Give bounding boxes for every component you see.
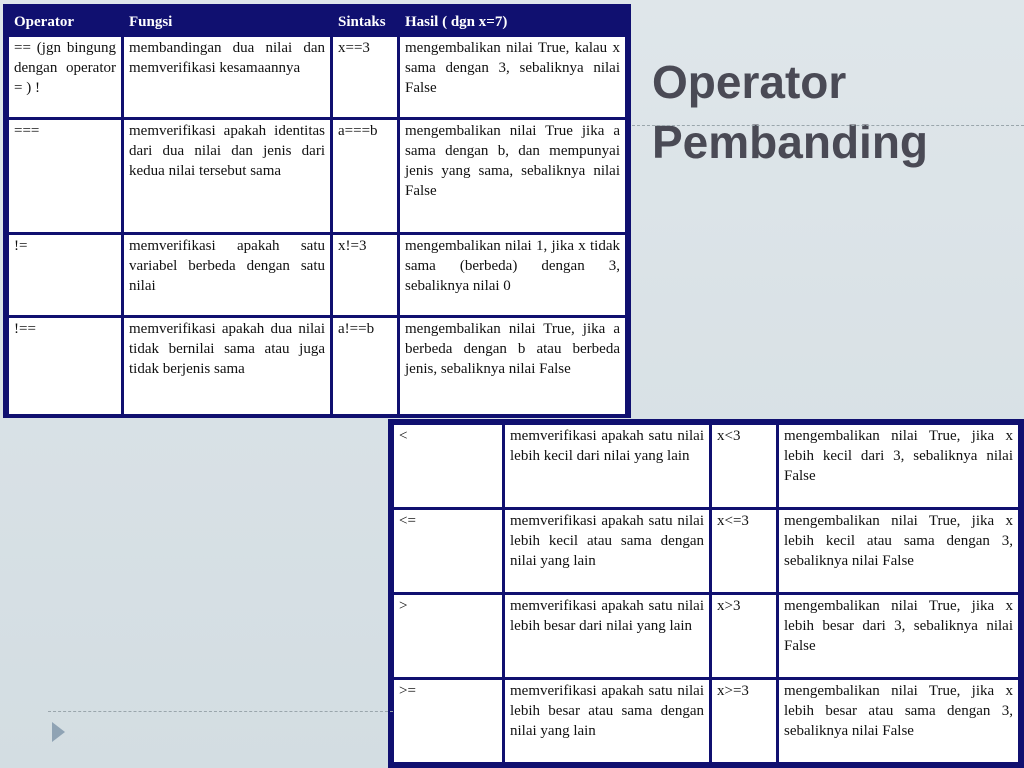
cell-hasil: mengembalikan nilai True, kalau x sama dengan 3, sebaliknya nilai False [400,37,625,117]
table-row [394,425,1018,507]
cell-operator: == (jgn bingung dengan operator = ) ! [9,37,121,117]
cell-hasil: mengembalikan nilai True, jika a berbeda dengan b atau berbeda jenis, sebaliknya nilai False [400,318,625,414]
cell-fungsi: memverifikasi apakah satu nilai lebih besar atau sama dengan nilai yang lain [505,680,709,762]
cell-operator: > [394,595,502,677]
header-operator: Operator [9,10,121,34]
table-row [9,318,625,414]
cell-sintaks: x<=3 [712,510,776,592]
cell-sintaks: x>=3 [712,680,776,762]
cell-fungsi: memverifikasi apakah satu variabel berbeda dengan satu nilai [124,235,330,315]
page-title [652,52,1012,172]
cell-hasil: mengembalikan nilai True, jika x lebih besar atau sama dengan 3, sebaliknya nilai False [779,680,1018,762]
cell-hasil: mengembalikan nilai True jika a sama dengan b, dan mempunyai jenis yang sama, sebaliknya nilai False [400,120,625,232]
comparison-operator-table-1 [3,4,631,418]
title-line-1: Operator [652,56,847,108]
cell-fungsi: memverifikasi apakah satu nilai lebih kecil atau sama dengan nilai yang lain [505,510,709,592]
cell-sintaks: a!==b [333,318,397,414]
cell-hasil: mengembalikan nilai 1, jika x tidak sama (berbeda) dengan 3, sebaliknya nilai 0 [400,235,625,315]
cell-operator: === [9,120,121,232]
cell-fungsi: memverifikasi apakah dua nilai tidak bernilai sama atau juga tidak berjenis sama [124,318,330,414]
cell-sintaks: x!=3 [333,235,397,315]
header-sintaks: Sintaks [333,10,397,34]
cell-operator: != [9,235,121,315]
table-row [394,510,1018,592]
title-divider [632,125,1024,126]
cell-hasil: mengembalikan nilai True, jika x lebih kecil atau sama dengan 3, sebaliknya nilai False [779,510,1018,592]
cell-sintaks: x>3 [712,595,776,677]
title-line-2: Pembanding [652,116,929,168]
play-triangle-icon [52,722,65,742]
table-row [9,120,625,232]
table-row [9,37,625,117]
cell-operator: >= [394,680,502,762]
cell-fungsi: membandingan dua nilai dan memverifikasi kesamaannya [124,37,330,117]
table-1 [6,7,628,417]
header-hasil: Hasil ( dgn x=7) [400,10,625,34]
comparison-operator-table-2 [388,419,1024,768]
cell-operator: <= [394,510,502,592]
cell-hasil: mengembalikan nilai True, jika x lebih besar dari 3, sebaliknya nilai False [779,595,1018,677]
cell-fungsi: memverifikasi apakah satu nilai lebih besar dari nilai yang lain [505,595,709,677]
cell-sintaks: x==3 [333,37,397,117]
table-header-row [9,10,625,34]
table-row [394,595,1018,677]
cell-hasil: mengembalikan nilai True, jika x lebih kecil dari 3, sebaliknya nilai False [779,425,1018,507]
cell-operator: !== [9,318,121,414]
cell-operator: < [394,425,502,507]
table-row [9,235,625,315]
table-row [394,680,1018,762]
cell-fungsi: memverifikasi apakah identitas dari dua nilai dan jenis dari kedua nilai tersebut sama [124,120,330,232]
header-fungsi: Fungsi [124,10,330,34]
cell-sintaks: x<3 [712,425,776,507]
cell-fungsi: memverifikasi apakah satu nilai lebih kecil dari nilai yang lain [505,425,709,507]
table-2 [391,422,1021,765]
footer-divider [48,711,393,712]
cell-sintaks: a===b [333,120,397,232]
